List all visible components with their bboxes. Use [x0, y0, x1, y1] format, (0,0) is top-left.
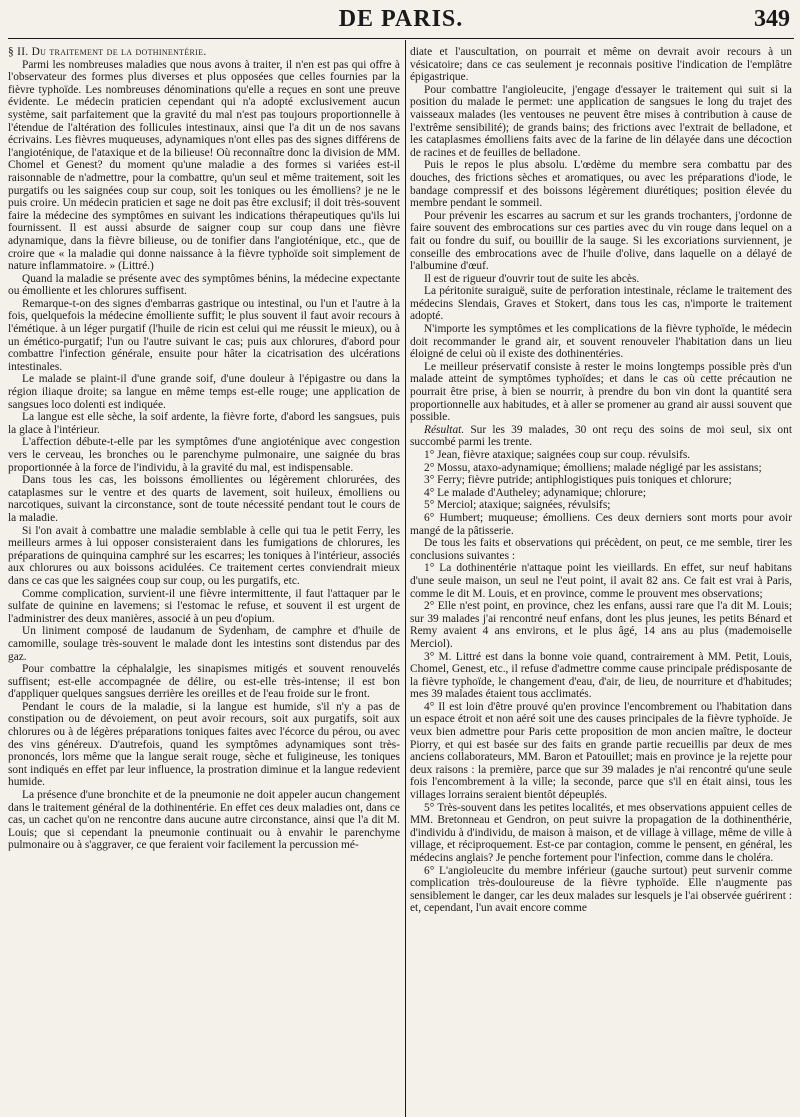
continued-paragraph: diate et l'auscultation, on pourrait et même on devrait avoir recours à un vésicatoire; dans ce cas seulement je reconnais positive l'indication de l'emplâtre épigastrique.	[410, 46, 792, 84]
paragraph: Pendant le cours de la maladie, si la langue est humide, s'il n'y a pas de constipation ou de dévoiement, on peut avoir recours, soit aux purgatifs, soit aux chlorures ou à de légères préparations toniques faites avec l'écorce du pérou, ou avec des vins généreux. D'autrefois, quand les symptômes adynamiques sont très-prononcés, lors même que la langue serait rouge, sèche et fuligineuse, les toniques sont indiqués en effet par leur influence, la prostration diminue et la langue redevient humide.	[8, 700, 400, 789]
paragraph: Pour combattre la céphalalgie, les sinapismes mitigés et souvent renouvelés suffisent; est-elle accompagnée de délire, ou est-elle très-intense; il est bon d'appliquer quelques sangsues derrière les oreilles et de l'eau froide sur le front.	[8, 663, 400, 701]
paragraph: Parmi les nombreuses maladies que nous avons à traiter, il n'en est pas qui offre à l'observateur des formes plus diverses et plus opposées que celles fournies par la fièvre typhoïde. Les nombreuses dénominations qu'elle a reçues en sont une preuve évidente. Le médecin praticien cependant qui n'a adopté exclusivement aucun système, sait parfaitement que la gravité du mal n'est pas toujours proportionnelle à l'étendue de l'altération des follicules intestinaux, ainsi que l'a dit un de nos savans écrivains. Les fièvres muqueuses, adynamiques n'ont elles pas des signes différens de l'angioténique, de l'ataxique et de la bilieuse! Où reconnaître donc la division de MM. Chomel et Genest? du moment qu'une maladie a des formes si variées est-il raisonnable de n'admettre, pour la combattre, qu'un seul et même traitement, soit les purgatifs ou les saignées coup sur coup, soit les toniques ou les émolliens? je ne le puis croire. Un médecin praticien et sage ne doit pas être exclusif; il doit très-souvent faire la médecine des symptômes en suivant les indications thérapeutiques qu'ils lui fournissent. Il est aussi absurde de saigner coup sur coup dans une fièvre adynamique, dans la fièvre bilieuse, ou de tonifier dans l'angioténique, etc., que de croire que « la maladie qui donne naissance à la fièvre typhoïde soit simplement de nature inflammatoire. » (Littré.)	[8, 58, 400, 273]
paragraph: Puis le repos le plus absolu. L'œdème du membre sera combattu par des douches, des frictions sèches et aromatiques, ou avec les préparations d'iode, le bandage compressif et des boissons légèrement diurétiques; position élevée du membre pendant le sommeil.	[410, 159, 792, 210]
death-item: 1° Jean, fièvre ataxique; saignées coup sur coup. révulsifs.	[424, 449, 691, 461]
paragraph: Le meilleur préservatif consiste à rester le moins longtemps possible près d'un malade atteint de symptômes typhoïdes; et dans le cas où cette précaution ne pourrait être prise, à bien se nourrir, à prendre du bon vin dont la quantité sera proportionnelle aux habitudes, et à aller se promener au grand air aussi souvent que possible.	[410, 360, 792, 424]
conclusion-item: 3° M. Littré est dans la bonne voie quand, contrairement à MM. Petit, Louis, Chomel, Genest, etc., il refuse d'admettre comme cause principale prédisposante de la fièvre typhoïde, le changement d'eau, d'air, de lieu, de nourriture et d'habitudes; mes 39 malades étaient tous acclimatés.	[410, 650, 792, 701]
result-text: Sur les 39 malades, 30 ont reçu des soins de moi seul, six ont succombé parmi les trente.	[410, 423, 792, 449]
result-paragraph	[410, 424, 792, 449]
running-title: DE PARIS.	[338, 6, 464, 32]
paragraph: Si l'on avait à combattre une maladie semblable à celle qui tua le petit Ferry, les meilleurs armes à lui opposer consisteraient dans les fumigations de chlorures, les préparations de quinquina camphré sur les escarres; les toniques à l'intérieur, associés aux chlorures ou aux boissons acidulées. Ce traitement certes conviendrait mieux dans ce cas que les saignées coup sur coup, ou les purgatifs, etc.	[8, 524, 400, 587]
death-item: 2° Mossu, ataxo-adynamique; émolliens; malade négligé par les assistans;	[424, 461, 762, 474]
conclusion-item: 1° La dothinentérie n'attaque point les vieillards. En effet, sur neuf habitans d'une seule maison, un seul ne l'eut point, il avait 82 ans. Ce fait est vrai à Paris, comme le dit M. Louis, et en province, comme le prouvent mes observations;	[410, 562, 792, 600]
conclusion-item: 6° L'angioleucite du membre inférieur (gauche surtout) peut survenir comme complication très-douloureuse de la fièvre typhoïde. Elle n'augmente pas sensiblement le danger, car les deux malades sur lesquels je l'ai observée guérirent : et, cependant, l'un avait encore comme	[410, 864, 792, 915]
death-item: 3° Ferry; fièvre putride; antiphlogistiques puis toniques et chlorure;	[424, 474, 732, 487]
conclusion-item: 4° Il est loin d'être prouvé qu'en province l'encombrement ou l'habitation dans un espace étroit et non aéré soit une des causes principales de la fièvre typhoïde. Je veux bien admettre pour Paris cette proposition de mon ancien maître, le docteur Piorry, et qui est basée sur des faits en grande partie recueillis par deux de mes anciens collaborateurs, MM. Baron et Patouillet; mais en province je la rejette pour deux raisons : la première, parce que sur 39 malades je n'ai rencontré qu'une seule fois l'encombrement à la ville; la seconde, parce que s'il en était ainsi, tous les villages lorrains seraient bientôt dépeuplés.	[410, 700, 792, 802]
death-item: 6° Humbert; muqueuse; émolliens. Ces deux derniers sont morts pour avoir mangé de la pâtisserie.	[410, 511, 792, 537]
death-item: 4° Le malade d'Autheley; adynamique; chlorure;	[424, 486, 647, 499]
paragraph: Il est de rigueur d'ouvrir tout de suite les abcès.	[424, 272, 640, 285]
result-label: Résultat.	[424, 423, 465, 436]
page-number: 349	[754, 6, 790, 32]
paragraph: Un liniment composé de laudanum de Sydenham, de camphre et d'huile de camomille, soulage très-souvent le malade dont les intestins sont distendus par des gaz.	[8, 625, 400, 663]
column-divider	[405, 40, 406, 1117]
text-columns	[8, 40, 794, 1117]
paragraph: Pour prévenir les escarres au sacrum et sur les grands trochanters, j'ordonne de faire souvent des embrocations sur ces parties avec du vin rouge dans lequel on a fait ou fondre du suif, ou bouillir de la sauge. Si les excoriations surviennent, je conseille des embrocations avec de l'huile d'olive, dans laquelle on a délayé de l'albumine d'œuf.	[410, 209, 792, 273]
paragraph: Remarque-t-on des signes d'embarras gastrique ou intestinal, ou l'un et l'autre à la fois, quelquefois la médecine émolliente suffit; le plus souvent il faut avoir recours à l'émétique. à un léger purgatif (l'huile de ricin est celui qui me réussit le mieux), ou à un émético-purgatif; l'un ou l'autre suivant le cas; puis aux chlorures, d'abord pour combattre l'infection générale, ensuite pour hâter la cicatrisation des ulcérations intestinales.	[8, 297, 400, 373]
right-column	[410, 46, 792, 1117]
paragraph: La langue est elle sèche, la soif ardente, la fièvre forte, d'abord les sangsues, puis la glace à l'intérieur.	[8, 411, 400, 436]
paragraph: Dans tous les cas, les boissons émollientes ou légèrement chlorurées, des cataplasmes sur le ventre et des quarts de lavement, soit huileux, émolliens ou narcotiques, suivant la circonstance, sont de toute nécessité pendant tout le cours de la maladie.	[8, 474, 400, 524]
conclusion-item: 2° Elle n'est point, en province, chez les enfans, aussi rare que l'a dit M. Louis; sur 39 malades j'ai rencontré neuf enfans, dont les plus jeunes, les petits Bénard et Remy avaient 4 ans environs, et le plus âgé, 14 ans au plus (mademoiselle Merciol).	[410, 600, 792, 650]
left-column	[8, 46, 400, 1117]
paragraph: Comme complication, survient-il une fièvre intermittente, il faut l'attaquer par le sulfate de quinine en lavemens; si l'estomac le refuse, et souvent il est urgent de l'administrer des deux manières, associé à un peu d'opium.	[8, 587, 400, 625]
paragraph: Le malade se plaint-il d'une grande soif, d'une douleur à l'épigastre ou dans la région iliaque droite; sa langue en même temps est-elle rouge; une application de sangsues loco dolenti est indiquée.	[8, 373, 400, 411]
paragraph: Quand la maladie se présente avec des symptômes bénins, la médecine expectante ou émolliente et les chlorures suffisent.	[8, 272, 400, 298]
running-head	[8, 0, 794, 39]
paragraph: La présence d'une bronchite et de la pneumonie ne doit appeler aucun changement dans le traitement général de la dothinentérie. En effet ces deux maladies ont, dans ce cas, un cachet qu'on ne rencontre dans aucune autre circonstance, ainsi que l'a dit M. Louis; que si cependant la pneumonie continuait ou à envahir le parenchyme pulmonaire ou à s'aggraver, ce que feraient voir facilement la percussion mé-	[8, 789, 400, 852]
conclusion-intro: De tous les faits et observations qui précèdent, on peut, ce me semble, tirer les conclusions suivantes :	[410, 537, 792, 562]
death-item: 5° Merciol; ataxique; saignées, révulsifs;	[424, 499, 611, 512]
section-heading: § II. Du traitement de la dothinentérie.	[8, 46, 207, 58]
conclusion-item: 5° Très-souvent dans les petites localités, et mes observations appuient celles de MM. Bretonneau et Gendron, on peut suivre la propagation de la dothinenthérie, d'individu à d'individu, de maison à maison, et de village à village, même de ville à village, et réciproquement. Est-ce par contagion, comme le pensent, en général, les médecins anglais? Je penche fortement pour l'infection, comme dans le choléra.	[410, 801, 792, 864]
paragraph: L'affection débute-t-elle par les symptômes d'une angioténique avec congestion vers le cerveau, les bronches ou le parenchyme pulmonaire, une saignée du bras proportionnée à la force de l'individu, à la gravité du mal, est indispensable.	[8, 436, 400, 474]
paragraph: N'importe les symptômes et les complications de la fièvre typhoïde, le médecin doit recommander le grand air, et souvent renouveler l'habitation dans un lieu éloigné de celui où il existe des dothinentéries.	[410, 323, 792, 361]
paragraph: La péritonite suraiguë, suite de perforation intestinale, réclame le traitement des médecins Slendais, Graves et Stokert, dans tous les cas, n'importe le traitement adopté.	[410, 285, 792, 323]
paragraph: Pour combattre l'angioleucite, j'engage d'essayer le traitement qui suit si la position du malade le permet: une application de sangsues le long du trajet des vaisseaux malades (les ventouses ne peuvent être mises à contribution à cause de l'extrême sensibilité); de grands bains; des frictions avec l'extrait de belladone, et les cataplasmes émolliens faits avec de la farine de lin délayée dans une décoction de racines et de feuilles de belladone.	[410, 83, 792, 159]
